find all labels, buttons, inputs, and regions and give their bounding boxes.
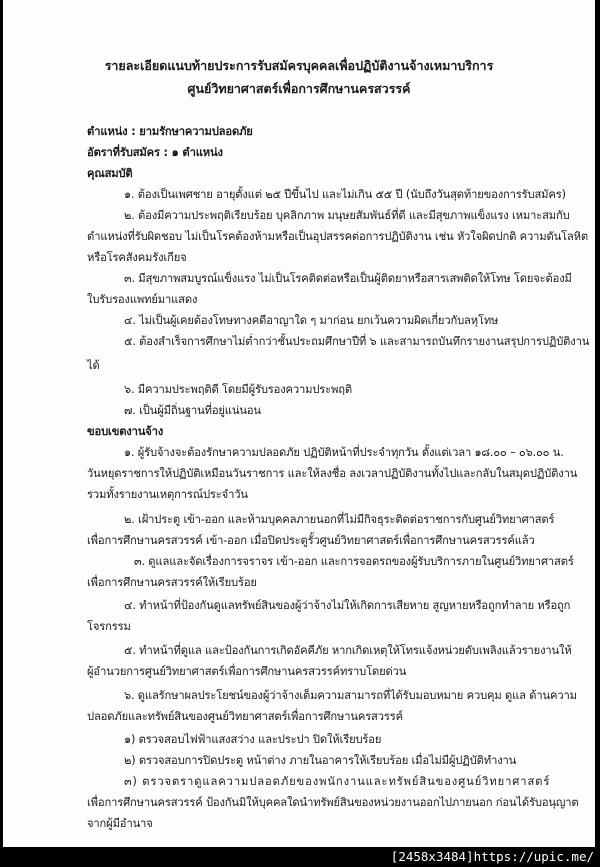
scope-subitem: ๒) ตรวจสอบการปิดประตู หน้าต่าง ภายในอาคารให้เรียบร้อย เมื่อไม่มีผู้ปฏิบัติทำงาน [124, 754, 517, 767]
scope-line: เพื่อการศึกษานครสวรรค์ เข้า-ออก เมื่อปิดประตูรั้วศูนย์วิทยาศาสตร์เพื่อการศึกษานครสวรรค์แล้ว [87, 534, 535, 547]
scope-line: รวมทั้งรายงานเหตุการณ์ประจำวัน [87, 488, 248, 501]
watermark-text: [2458x3484]https://upic.me/ [390, 849, 594, 864]
scope-line: โจรกรรม [87, 620, 131, 633]
scope-line: ผู้อำนวยการศูนย์วิทยาศาสตร์เพื่อการศึกษานครสวรรค์ทราบโดยด่วน [87, 665, 407, 678]
qualification-line: ๓. มีสุขภาพสมบูรณ์แข็งแรง ไม่เป็นโรคติดต่อหรือเป็นผู้ติดยาหรือสารเสพติดให้โทษ โดยจะต้องมี [124, 272, 572, 285]
qualification-line: ใบรับรองแพทย์มาแสดง [87, 293, 198, 306]
position-label: ตำแหน่ง : ยามรักษาความปลอดภัย [87, 125, 253, 138]
qualification-line: ๖. มีความประพฤติดี โดยมีผู้รับรองความประพฤติ [124, 383, 352, 396]
qualification-line: ได้ [87, 359, 100, 372]
scope-line: ๔. ทำหน้าที่ป้องกันดูแลทรัพย์สินของผู้ว่าจ้างไม่ให้เกิดการเสียหาย สูญหายหรือถูกทำลาย หรือถูก [124, 599, 571, 612]
qualification-line: ๔. ไม่เป็นผู้เคยต้องโทษทางคดีอาญาใด ๆ มาก่อน ยกเว้นความผิดเกี่ยวกับลหุโทษ [124, 314, 499, 327]
qualifications-heading: คุณสมบัติ [87, 167, 133, 180]
scope-subitem: ๓) ตรวจตราดูแลความปลอดภัยของพนักงานและทรัพย์สินของศูนย์วิทยาศาสตร์ [124, 775, 551, 788]
qualification-line: หรือโรคสังคมรังเกียจ [87, 251, 187, 264]
document-page [3, 0, 595, 847]
scope-subitem: ๑) ตรวจสอบไฟฟ้าแสงสว่าง และประปา ปิดให้เรียบร้อย [124, 733, 382, 746]
scope-line: วันหยุดราชการให้ปฏิบัติเหมือนวันราชการ และให้ลงชื่อ ลงเวลาปฏิบัติงานทั้งไปและกลับในสมุดปฏิบัติงาน [87, 467, 578, 480]
scope-line: ๒. เฝ้าประตู เข้า-ออก และห้ามบุคคลภายนอกที่ไม่มีกิจธุระติดต่อราชการกับศูนย์วิทยาศาสตร์ [124, 513, 555, 526]
footer-bar [0, 847, 600, 867]
scope-heading: ขอบเขตงานจ้าง [87, 425, 164, 438]
qualification-line: ๑. ต้องเป็นเพศชาย อายุตั้งแต่ ๒๕ ปีขึ้นไป และไม่เกิน ๕๕ ปี (นับถึงวันสุดท้ายของการรับสมัคร) [124, 188, 566, 201]
vacancy-label: อัตราที่รับสมัคร : ๑ ตำแหน่ง [87, 146, 223, 159]
scope-line: ปลอดภัยและทรัพย์สินของศูนย์วิทยาศาสตร์เพื่อการศึกษานครสวรรค์ [87, 710, 403, 723]
scope-line: ๓. ดูแลและจัดเรื่องการจราจร เข้า-ออก และการจอดรถของผู้รับบริการภายในศูนย์วิทยาศาสตร์ [134, 555, 574, 568]
scope-line: เพื่อการศึกษานครสวรรค์ ป้องกันมิให้บุคคลใดนำทรัพย์สินของหน่วยงานออกไปภายนอก ก่อนได้รับอนุญาต [87, 796, 579, 809]
scope-line: ๕. ทำหน้าที่ดูแล และป้องกันการเกิดอัคคีภัย หากเกิดเหตุให้โทรแจ้งหน่วยดับเพลิงแล้วรายงานให้ [124, 644, 572, 657]
scope-line: จากผู้มีอำนาจ [87, 817, 153, 830]
qualification-line: ๕. ต้องสำเร็จการศึกษาไม่ต่ำกว่าชั้นประถมศึกษาปีที่ ๖ และสามารถบันทึกรายงานสรุปการปฏิบัติงาน [124, 335, 590, 348]
qualification-line: ๗. เป็นผู้มีถิ่นฐานที่อยู่แน่นอน [124, 404, 261, 417]
scope-line: เพื่อการศึกษานครสวรรค์ให้เรียบร้อย [87, 576, 257, 589]
scope-line: ๖. ดูแลรักษาผลประโยชน์ของผู้ว่าจ้างเต็มความสามารถที่ได้รับมอบหมาย ควบคุม ดูแล ด้านความ [124, 689, 577, 702]
scope-line: ๑. ผู้รับจ้างจะต้องรักษาความปลอดภัย ปฏิบัติหน้าที่ประจำทุกวัน ตั้งแต่เวลา ๑๘.๐๐ – ๐๖.๐๐ น. [124, 446, 564, 459]
document-title-line-1: รายละเอียดแนบท้ายประการรับสมัครบุคคลเพื่อปฏิบัติงานจ้างเหมาบริการ [104, 58, 494, 73]
qualification-line: ๒. ต้องมีความประพฤติเรียบร้อย บุคลิกภาพ มนุษยสัมพันธ์ที่ดี และมีสุขภาพแข็งแรง เหมาะสมกับ [124, 209, 570, 222]
qualification-line: ตำแหน่งที่รับผิดชอบ ไม่เป็นโรคต้องห้ามหรือเป็นอุปสรรคต่อการปฏิบัติงาน เช่น หัวใจผิดปกติ ความดันโลหิต [87, 230, 588, 243]
document-title-line-2: ศูนย์วิทยาศาสตร์เพื่อการศึกษานครสวรรค์ [187, 81, 411, 96]
